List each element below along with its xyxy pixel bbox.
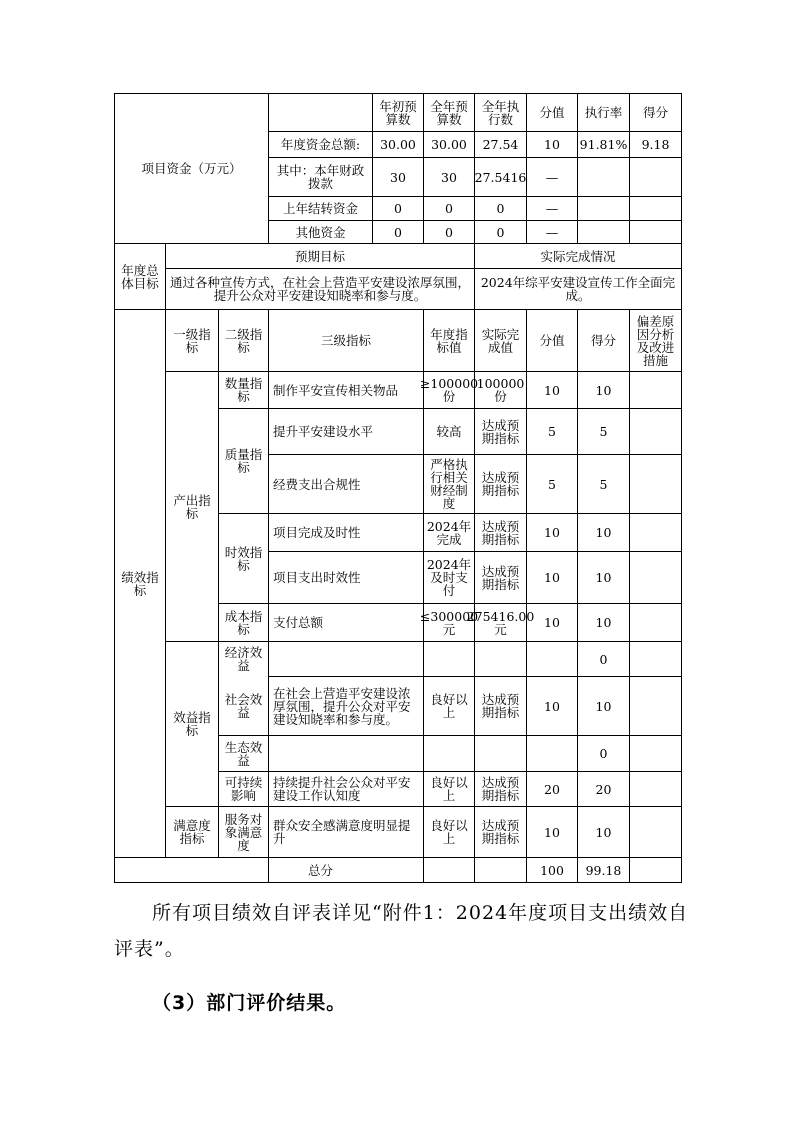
perf-target: 严格执行相关财经制度: [430, 457, 468, 511]
perf-actual: 达成预期指标: [481, 563, 520, 592]
perf-header-cell: [269, 310, 423, 371]
perf-level2-cell: [219, 736, 268, 771]
perf-level2: 成本指标: [224, 608, 263, 637]
perf-target: 较高: [436, 424, 462, 439]
perf-actual: 275416.00元: [466, 608, 535, 637]
perf-level3: 群众安全感满意度明显提升: [273, 818, 411, 846]
perf-target-cell: [424, 642, 474, 676]
perf-header: 实际完成值: [481, 326, 520, 355]
perf-got-cell: [578, 772, 629, 806]
perf-target: ≥100000份: [419, 376, 479, 404]
budget-header: 执行率: [584, 105, 623, 120]
perf-header: 年度指标值: [430, 326, 468, 355]
perf-level3: 在社会上营造平安建设浓厚氛围，提升公众对平安建设知晓率和参与度。: [273, 685, 411, 727]
perf-level2: 时效指标: [224, 544, 263, 573]
budget-header-cell: [373, 94, 423, 131]
goal-expected-text-cell: [166, 269, 474, 309]
budget-header: 全年执行数: [481, 98, 520, 127]
budget-value: 30.00: [431, 137, 467, 152]
budget-value: 0: [445, 201, 453, 216]
perf-level2-cell: [219, 372, 268, 408]
budget-value-cell: [578, 132, 629, 157]
budget-value: —: [545, 169, 559, 185]
budget-section-label-cell: [115, 94, 268, 243]
budget-row-name-cell: [269, 158, 372, 196]
budget-value: 0: [445, 224, 453, 240]
perf-got: 20: [595, 781, 612, 797]
table-grid-line: [114, 882, 682, 883]
budget-header: 分值: [539, 105, 565, 120]
perf-header-cell: [424, 310, 474, 371]
budget-header: 得分: [642, 105, 668, 120]
performance-table: [114, 93, 681, 883]
perf-actual: 达成预期指标: [481, 692, 520, 720]
budget-header: 全年预算数: [430, 98, 468, 127]
perf-actual: 达成预期指标: [481, 775, 520, 803]
perf-score-cell: [527, 642, 577, 676]
perf-score: 5: [548, 476, 556, 492]
perf-level3-cell: [269, 372, 423, 408]
budget-row-name: 上年结转资金: [282, 201, 358, 216]
perf-target: 良好以上: [430, 818, 468, 846]
perf-header: 二级指标: [224, 326, 263, 355]
budget-value-cell: [578, 197, 629, 220]
budget-value: 0: [394, 201, 402, 216]
goal-actual-header-cell: [475, 244, 681, 268]
perf-header: 得分: [590, 333, 616, 348]
perf-header-cell: [630, 310, 681, 371]
perf-level1-cell: [166, 807, 218, 857]
perf-level2: 服务对象满意度: [224, 811, 263, 853]
perf-actual: 达成预期指标: [481, 818, 520, 846]
budget-row-name-cell: [269, 132, 372, 157]
perf-score: 10: [544, 570, 560, 585]
budget-value-cell: [373, 158, 423, 196]
perf-level2-cell: [219, 409, 268, 513]
perf-level3-cell: [269, 455, 423, 513]
perf-header-cell: [219, 310, 268, 371]
goal-expected-header: 预期目标: [294, 248, 345, 264]
perf-reason-cell: [630, 409, 681, 454]
budget-value-cell: [578, 221, 629, 243]
perf-level2: 数量指标: [224, 376, 263, 404]
budget-value-cell: [578, 158, 629, 196]
perf-got: 10: [595, 570, 612, 585]
perf-target-cell: [424, 807, 474, 857]
budget-value-cell: [373, 221, 423, 243]
budget-value-cell: [373, 132, 423, 157]
perf-level1: 产出指标: [173, 492, 211, 521]
total-got-cell: [578, 858, 629, 882]
perf-level3-cell: [269, 514, 423, 551]
perf-got-cell: [578, 604, 629, 641]
perf-level3: 项目支出时效性: [273, 570, 361, 585]
budget-header-cell: [630, 94, 681, 131]
budget-value: 0: [394, 224, 402, 240]
budget-value-cell: [527, 221, 577, 243]
perf-target-cell: [419, 372, 479, 408]
perf-actual-cell: [475, 807, 526, 857]
perf-section-label-cell: [115, 310, 165, 857]
perf-actual-cell: [466, 604, 535, 641]
budget-value: 10: [544, 137, 560, 152]
budget-value-cell: [424, 221, 474, 243]
perf-score: 10: [544, 615, 560, 630]
budget-header: 年初预算数: [379, 98, 417, 127]
perf-target-cell: [424, 736, 474, 771]
budget-value-cell: [373, 197, 423, 220]
perf-level3-cell: [269, 736, 423, 771]
perf-level2: 质量指标: [224, 447, 263, 475]
perf-got: 0: [599, 651, 608, 667]
total-score-cell: [527, 858, 577, 882]
perf-level3-cell: [269, 409, 423, 454]
perf-level3: 持续提升社会公众对平安建设工作认知度: [273, 775, 411, 803]
perf-target-cell: [424, 772, 474, 806]
perf-got-cell: [578, 409, 629, 454]
budget-value: 30: [390, 169, 406, 185]
budget-value-cell: [527, 197, 577, 220]
budget-value-cell: [630, 197, 681, 220]
perf-got: 10: [595, 615, 612, 630]
goal-actual-text: 2024年综平安建设宣传工作全面完成。: [480, 275, 676, 303]
perf-reason-cell: [630, 514, 681, 551]
perf-target: 良好以上: [430, 775, 468, 803]
perf-got: 5: [599, 476, 608, 492]
perf-reason-cell: [630, 736, 681, 771]
perf-actual: 达成预期指标: [481, 470, 520, 498]
perf-score: 10: [544, 698, 560, 714]
perf-actual-cell: [475, 552, 526, 603]
perf-actual: 达成预期指标: [481, 518, 520, 547]
perf-score-cell: [527, 604, 577, 641]
perf-level3: 提升平安建设水平: [273, 424, 374, 439]
perf-reason-cell: [630, 372, 681, 408]
perf-reason-cell: [630, 677, 681, 735]
perf-reason-cell: [630, 642, 681, 676]
perf-got-cell: [578, 372, 629, 408]
perf-level2: 经济效益: [224, 645, 263, 673]
perf-got-cell: [578, 552, 629, 603]
perf-target: ≤300000元: [419, 608, 479, 637]
perf-target: 良好以上: [430, 692, 468, 720]
perf-actual-cell: [475, 677, 526, 735]
perf-reason-cell: [630, 604, 681, 641]
perf-level3: 经费支出合规性: [273, 476, 361, 492]
perf-score: 10: [544, 525, 560, 540]
perf-level1-cell: [166, 642, 218, 806]
perf-actual-cell: [475, 736, 526, 771]
perf-got: 10: [595, 698, 612, 714]
total-label-cell: [115, 858, 526, 882]
budget-value-cell: [475, 221, 526, 243]
perf-reason-cell: [630, 772, 681, 806]
budget-header-cell: [527, 94, 577, 131]
perf-level2-cell: [219, 642, 268, 676]
perf-target: 2024年完成: [426, 518, 472, 547]
budget-value-cell: [475, 158, 526, 196]
perf-score: 5: [548, 424, 556, 439]
perf-actual-cell: [475, 772, 526, 806]
perf-got-cell: [578, 455, 629, 513]
perf-score-cell: [527, 807, 577, 857]
goal-expected-text: 通过各种宣传方式，在社会上营造平安建设浓厚氛围，提升公众对平安建设知晓率和参与度。: [169, 275, 470, 303]
perf-target: 2024年及时支付: [426, 557, 472, 598]
perf-actual: 100000份: [476, 376, 525, 404]
budget-value: 0: [496, 224, 505, 240]
perf-got: 10: [595, 824, 612, 840]
goal-section-label-cell: [115, 244, 165, 309]
perf-got: 10: [595, 382, 612, 398]
perf-score: 10: [544, 824, 560, 840]
perf-level2-cell: [219, 677, 268, 735]
budget-value-cell: [475, 197, 526, 220]
budget-value: 27.54: [482, 137, 519, 152]
budget-value-cell: [630, 158, 681, 196]
attachment-paragraph: 所有项目绩效自评表详见“附件1：2024年度项目支出绩效自评表”。: [114, 902, 689, 960]
perf-header-cell: [475, 310, 526, 371]
budget-row-name-cell: [269, 221, 372, 243]
section-heading: （3）部门评价结果。: [152, 992, 347, 1014]
perf-target-cell: [424, 514, 474, 551]
perf-header: 分值: [539, 333, 565, 348]
budget-row-name-cell: [269, 197, 372, 220]
perf-header: 三级指标: [320, 333, 371, 348]
perf-level3: 制作平安宣传相关物品: [273, 382, 399, 398]
perf-level3-cell: [269, 807, 423, 857]
perf-level3-cell: [269, 677, 423, 735]
perf-score-cell: [527, 455, 577, 513]
budget-value: 30: [441, 169, 457, 185]
perf-header: 一级指标: [173, 326, 211, 355]
perf-target-cell: [424, 552, 474, 603]
perf-got-cell: [578, 736, 629, 771]
perf-target-cell: [424, 677, 474, 735]
budget-value: 91.81%: [579, 137, 628, 152]
perf-header-cell: [527, 310, 577, 371]
budget-value-cell: [475, 132, 526, 157]
budget-value-cell: [424, 132, 474, 157]
total-score: 100: [540, 862, 564, 878]
perf-actual-cell: [475, 514, 526, 551]
perf-score-cell: [527, 736, 577, 771]
budget-value: —: [545, 201, 559, 216]
perf-level3-cell: [269, 552, 423, 603]
perf-section-label: 绩效指标: [121, 569, 159, 598]
budget-value-cell: [424, 197, 474, 220]
budget-value-cell: [630, 221, 681, 243]
perf-level2-cell: [219, 807, 268, 857]
perf-score-cell: [527, 514, 577, 551]
table-grid-line: [681, 93, 682, 883]
perf-score: 20: [544, 781, 560, 797]
perf-level1: 满意度指标: [173, 818, 211, 846]
perf-got-cell: [578, 807, 629, 857]
perf-level1: 效益指标: [173, 710, 211, 738]
budget-value: 27.5416: [474, 169, 527, 185]
perf-got-cell: [578, 642, 629, 676]
perf-header: 偏差原因分析及改进措施: [636, 313, 675, 368]
perf-level2: 社会效益: [224, 692, 263, 720]
perf-got-cell: [578, 677, 629, 735]
perf-got: 10: [595, 525, 612, 540]
perf-level2-cell: [219, 514, 268, 603]
perf-got: 0: [599, 746, 608, 761]
perf-reason-cell: [630, 455, 681, 513]
perf-actual-cell: [475, 642, 526, 676]
perf-header-cell: [578, 310, 629, 371]
perf-level2-cell: [219, 604, 268, 641]
perf-actual-cell: [475, 372, 526, 408]
perf-level3: 项目完成及时性: [273, 525, 361, 540]
budget-section-label: 项目资金（万元）: [141, 161, 242, 176]
perf-target-cell: [424, 455, 474, 513]
budget-value-cell: [630, 132, 681, 157]
perf-score: 10: [544, 382, 560, 398]
perf-level3: 支付总额: [273, 615, 324, 630]
goal-expected-header-cell: [166, 244, 474, 268]
perf-score-cell: [527, 372, 577, 408]
perf-score-cell: [527, 772, 577, 806]
budget-value-cell: [527, 132, 577, 157]
budget-value: 9.18: [641, 137, 670, 152]
perf-level1-cell: [166, 372, 218, 641]
perf-actual-cell: [475, 455, 526, 513]
total-label: 总分: [307, 862, 333, 878]
goal-section-label: 年度总体目标: [121, 262, 159, 291]
budget-header-cell: [424, 94, 474, 131]
perf-level3-cell: [269, 642, 423, 676]
perf-got: 5: [599, 424, 608, 439]
perf-target-cell: [424, 409, 474, 454]
perf-reason-cell: [630, 552, 681, 603]
perf-level2-cell: [219, 772, 268, 806]
budget-value: —: [545, 224, 559, 240]
perf-level2: 可持续影响: [224, 775, 263, 803]
perf-score-cell: [527, 552, 577, 603]
budget-header-cell: [475, 94, 526, 131]
perf-score-cell: [527, 677, 577, 735]
perf-actual-cell: [475, 409, 526, 454]
perf-got-cell: [578, 514, 629, 551]
budget-header-cell: [578, 94, 629, 131]
budget-row-name: 年度资金总额:: [280, 137, 361, 152]
goal-actual-text-cell: [475, 269, 681, 309]
perf-level2: 生态效益: [224, 739, 263, 768]
budget-value-cell: [424, 158, 474, 196]
budget-row-name: 其他资金: [295, 224, 346, 240]
perf-header-cell: [166, 310, 218, 371]
budget-value-cell: [527, 158, 577, 196]
perf-actual: 达成预期指标: [481, 417, 520, 446]
goal-actual-header: 实际完成情况: [540, 248, 616, 264]
budget-value: 0: [496, 201, 505, 216]
perf-level3-cell: [269, 604, 423, 641]
budget-row-name: 其中：本年财政拨款: [276, 163, 365, 191]
perf-reason-cell: [630, 807, 681, 857]
budget-value: 30.00: [380, 137, 416, 152]
perf-score-cell: [527, 409, 577, 454]
perf-level3-cell: [269, 772, 423, 806]
total-got: 99.18: [585, 862, 622, 878]
